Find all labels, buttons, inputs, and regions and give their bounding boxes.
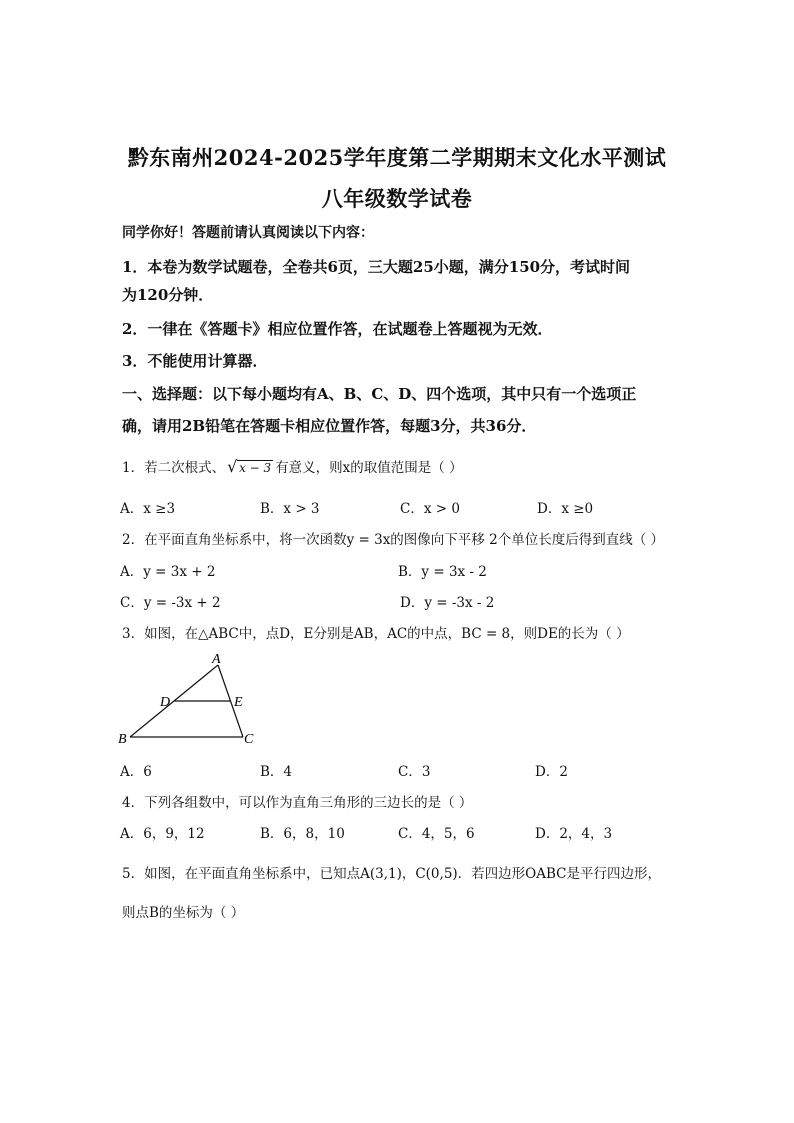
instruction-1-line1: 1．本卷为数学试题卷，全卷共6页，三大题25小题，满分150分，考试时间 xyxy=(122,258,631,276)
question-3-stem: 3．如图，在△ABC中，点D，E分别是AB，AC的中点，BC = 8，则DE的长为（ ） xyxy=(122,626,630,642)
instruction-1-line2: 为120分钟． xyxy=(122,286,214,304)
q2-option-d: D．y = -3x - 2 xyxy=(400,595,495,611)
label-e: E xyxy=(234,695,243,710)
question-5-stem-line1: 5．如图，在平面直角坐标系中，已知点A(3,1)，C(0,5)．若四边形OABC是平行四边形， xyxy=(122,866,661,882)
q1-option-d: D．x ≥0 xyxy=(537,501,594,517)
question-2-stem: 2．在平面直角坐标系中，将一次函数y = 3x的图像向下平移 2个单位长度后得到直线（ ） xyxy=(122,532,664,548)
q4-option-d: D．2，4，3 xyxy=(535,826,613,842)
q3-option-a: A．6 xyxy=(120,764,152,780)
q1-option-b: B．x > 3 xyxy=(260,501,320,517)
q4-option-b: B．6，8，10 xyxy=(260,826,345,842)
q2-option-b: B．y = 3x - 2 xyxy=(398,564,487,580)
q2-option-c: C．y = -3x + 2 xyxy=(120,595,221,611)
question-1-stem-after: 有意义，则x的取值范围是（ ） xyxy=(275,460,463,476)
question-5-stem-line2: 则点B的坐标为（ ） xyxy=(122,905,245,921)
section1-heading-line1: 一、选择题：以下每小题均有A、B、C、D、四个选项，其中只有一个选项正 xyxy=(122,385,637,403)
q1-option-c: C．x > 0 xyxy=(400,501,460,517)
q3-option-b: B．4 xyxy=(260,764,293,780)
q3-option-d: D．2 xyxy=(535,764,568,780)
question-4-stem: 4．下列各组数中，可以作为直角三角形的三边长的是（ ） xyxy=(122,795,473,811)
triangle-abc-figure xyxy=(110,650,270,750)
instruction-2: 2．一律在《答题卡》相应位置作答，在试题卷上答题视为无效． xyxy=(122,320,553,338)
sqrt-radical xyxy=(227,457,273,476)
question-1-stem-before: 1．若二次根式、 xyxy=(122,460,226,476)
label-c: C xyxy=(244,732,254,747)
label-b: B xyxy=(118,732,127,747)
q4-option-c: C．4，5，6 xyxy=(398,826,475,842)
q1-option-a: A．x ≥3 xyxy=(120,501,176,517)
question-1-stem xyxy=(122,456,463,476)
q3-option-c: C．3 xyxy=(398,764,431,780)
label-a: A xyxy=(212,652,221,667)
exam-subtitle: 八年级数学试卷 xyxy=(321,186,473,211)
radicand: x − 3 xyxy=(239,461,272,475)
instruction-3: 3．不能使用计算器． xyxy=(122,352,268,370)
label-d: D xyxy=(160,695,171,710)
instructions-greeting: 同学你好！答题前请认真阅读以下内容： xyxy=(122,225,374,241)
exam-title: 黔东南州2024-2025学年度第二学期期末文化水平测试 xyxy=(127,145,667,170)
q4-option-a: A．6，9，12 xyxy=(120,826,205,842)
radical-sign-icon: √ xyxy=(227,457,238,476)
q2-option-a: A．y = 3x + 2 xyxy=(120,564,216,580)
section1-heading-line2: 确，请用2B铅笔在答题卡相应位置作答，每题3分，共36分． xyxy=(122,417,537,435)
